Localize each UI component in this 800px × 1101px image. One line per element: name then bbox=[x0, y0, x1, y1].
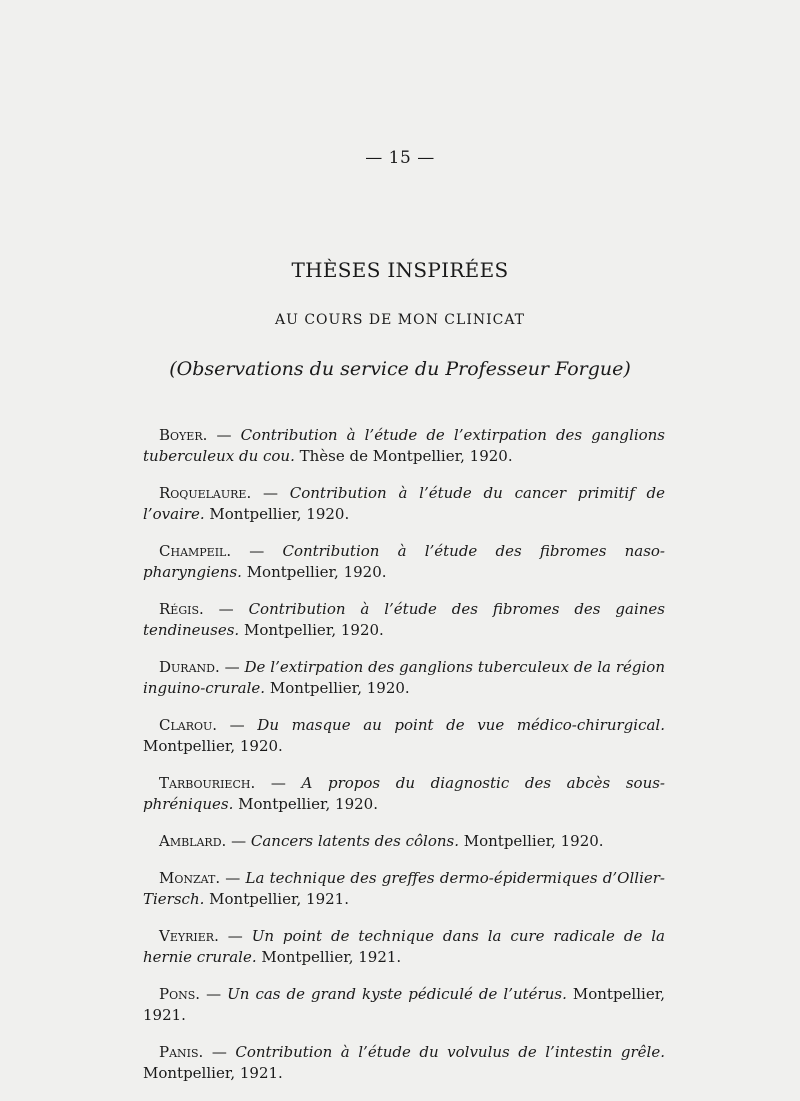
thesis-publication: Montpellier, 1920. bbox=[265, 679, 410, 697]
thesis-title: Un point de technique dans la cure radicale de la hernie crurale. bbox=[143, 927, 665, 966]
thesis-author: Veyrier. bbox=[159, 927, 219, 945]
thesis-entry bbox=[143, 715, 665, 757]
thesis-publication: Montpellier, 1920. bbox=[458, 832, 604, 850]
thesis-publication: Montpellier, 1920. bbox=[239, 621, 384, 639]
thesis-title: Contribution à l’étude du volvulus de l’intestin grêle. bbox=[235, 1043, 665, 1061]
thesis-entry bbox=[143, 831, 665, 852]
thesis-publication: Montpellier, 1921. bbox=[143, 985, 665, 1024]
thesis-entry bbox=[143, 1042, 665, 1084]
separator-dash: — bbox=[231, 542, 283, 560]
separator-dash: — bbox=[203, 600, 249, 618]
thesis-entry bbox=[143, 657, 665, 699]
thesis-author: Tarbouriech. bbox=[159, 774, 256, 792]
separator-dash: — bbox=[219, 658, 245, 676]
thesis-publication: Montpellier, 1920. bbox=[143, 737, 283, 755]
page-subtitle: AU COURS DE MON CLINICAT bbox=[274, 312, 526, 328]
thesis-publication: Montpellier, 1920. bbox=[241, 563, 387, 581]
thesis-publication: Montpellier, 1920. bbox=[233, 795, 378, 813]
thesis-title: Contribution à l’étude de l’extirpation des ganglions tuberculeux du cou. bbox=[143, 426, 665, 465]
thesis-author: Panis. bbox=[159, 1043, 204, 1061]
thesis-entry bbox=[143, 868, 665, 910]
thesis-list bbox=[143, 410, 665, 1100]
separator-dash: — bbox=[217, 716, 258, 734]
separator-dash: — bbox=[207, 426, 241, 444]
page-number: — 15 — bbox=[365, 148, 435, 168]
separator-dash: — bbox=[226, 832, 251, 850]
separator-dash: — bbox=[218, 927, 252, 945]
separator-dash: — bbox=[251, 484, 290, 502]
service-note: (Observations du service du Professeur Forgue) bbox=[169, 358, 631, 380]
thesis-entry bbox=[143, 541, 665, 583]
thesis-author: Durand. bbox=[159, 658, 220, 676]
page-title: THÈSES INSPIRÉES bbox=[291, 258, 509, 282]
thesis-publication: Thèse de Montpellier, 1920. bbox=[294, 447, 513, 465]
separator-dash: — bbox=[255, 774, 302, 792]
thesis-entry bbox=[143, 773, 665, 815]
thesis-entry bbox=[143, 599, 665, 641]
thesis-title: La technique des greffes dermo-épidermiques d’Ollier-Tiersch. bbox=[143, 869, 665, 908]
thesis-publication: Montpellier, 1921. bbox=[256, 948, 402, 966]
thesis-author: Boyer. bbox=[159, 426, 208, 444]
thesis-publication: Montpellier, 1921. bbox=[204, 890, 349, 908]
thesis-title: Contribution à l’étude du cancer primitif de l’ovaire. bbox=[143, 484, 665, 523]
thesis-title: Du masque au point de vue médico-chirurgical. bbox=[257, 716, 665, 734]
thesis-author: Amblard. bbox=[159, 832, 227, 850]
thesis-entry bbox=[143, 483, 665, 525]
thesis-author: Champeil. bbox=[159, 542, 232, 560]
thesis-title: Contribution à l’étude des fibromes naso-pharyngiens. bbox=[143, 542, 665, 581]
thesis-entry bbox=[143, 425, 665, 467]
thesis-title: Un cas de grand kyste pédiculé de l’utérus. bbox=[227, 985, 567, 1003]
thesis-title: A propos du diagnostic des abcès sous-phréniques. bbox=[143, 774, 665, 813]
separator-dash: — bbox=[220, 869, 246, 887]
thesis-title: Cancers latents des côlons. bbox=[250, 832, 459, 850]
thesis-entry bbox=[143, 984, 665, 1026]
thesis-title: De l’extirpation des ganglions tuberculeux de la région inguino-crurale. bbox=[143, 658, 665, 697]
thesis-publication: Montpellier, 1921. bbox=[143, 1064, 283, 1082]
separator-dash: — bbox=[200, 985, 228, 1003]
thesis-entry bbox=[143, 926, 665, 968]
separator-dash: — bbox=[203, 1043, 236, 1061]
thesis-author: Monzat. bbox=[159, 869, 221, 887]
thesis-author: Roquelaure. bbox=[159, 484, 252, 502]
thesis-publication: Montpellier, 1920. bbox=[204, 505, 350, 523]
thesis-title: Contribution à l’étude des fibromes des gaines tendineuses. bbox=[143, 600, 665, 639]
thesis-author: Régis. bbox=[159, 600, 204, 618]
thesis-author: Clarou. bbox=[159, 716, 218, 734]
thesis-author: Pons. bbox=[159, 985, 201, 1003]
